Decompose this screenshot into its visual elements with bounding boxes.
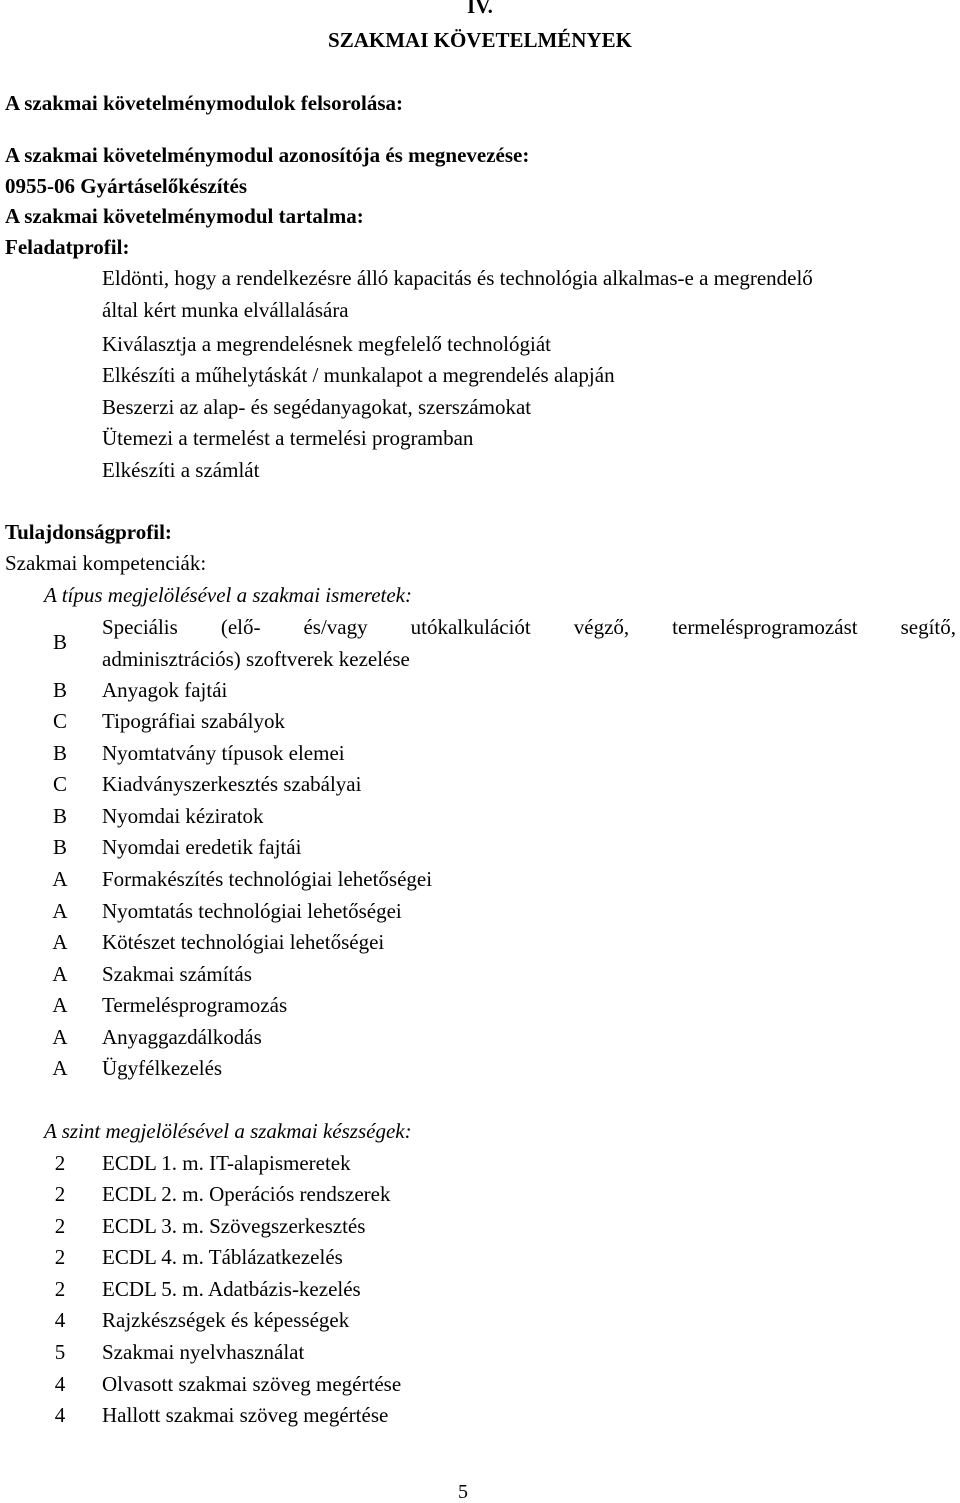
skill-level: 5 bbox=[54, 1340, 66, 1364]
property-profile-heading: Tulajdonságprofil: bbox=[5, 520, 172, 544]
knowledge-level: C bbox=[52, 772, 67, 796]
skill-text: Hallott szakmai szöveg megértése bbox=[102, 1403, 389, 1427]
module-id-heading: A szakmai követelménymodul azonosítója és megnevezése: bbox=[5, 143, 530, 167]
task-item: Kiválasztja a megrendelésnek megfelelő technológiát bbox=[102, 332, 551, 356]
knowledge-level: A bbox=[52, 867, 68, 891]
skill-level: 4 bbox=[54, 1308, 66, 1332]
knowledge-text: Anyagok fajtái bbox=[102, 678, 228, 702]
task-item: Eldönti, hogy a rendelkezésre álló kapacitás és technológia alkalmas-e a megrendelő bbox=[102, 266, 813, 290]
knowledge-level: A bbox=[52, 899, 68, 923]
knowledge-text-continuation: adminisztrációs) szoftverek kezelése bbox=[102, 647, 410, 671]
skill-text: ECDL 1. m. IT-alapismeretek bbox=[102, 1151, 351, 1175]
skill-level: 2 bbox=[54, 1245, 66, 1269]
skill-text: Rajzkészségek és képességek bbox=[102, 1308, 350, 1332]
skill-text: Olvasott szakmai szöveg megértése bbox=[102, 1372, 402, 1396]
skill-text: ECDL 5. m. Adatbázis-kezelés bbox=[102, 1277, 361, 1301]
competences-label: Szakmai kompetenciák: bbox=[5, 551, 207, 575]
knowledge-text: Anyaggazdálkodás bbox=[102, 1025, 262, 1049]
knowledge-level: B bbox=[52, 804, 67, 828]
knowledge-level: A bbox=[52, 1025, 68, 1049]
skill-level: 4 bbox=[54, 1372, 66, 1396]
skill-level: 2 bbox=[54, 1277, 66, 1301]
modules-list-heading: A szakmai követelménymodulok felsorolása: bbox=[5, 91, 404, 115]
knowledge-text: Kötészet technológiai lehetőségei bbox=[102, 930, 385, 954]
knowledge-level: A bbox=[52, 993, 68, 1017]
knowledge-text: Speciális (elő- és/vagy utókalkulációt végző, termelésprogramozást segítő, bbox=[102, 615, 956, 639]
skills-heading: A szint megjelölésével a szakmai készségek: bbox=[44, 1119, 412, 1143]
knowledge-level: B bbox=[52, 741, 67, 765]
task-item: Beszerzi az alap- és segédanyagokat, szerszámokat bbox=[102, 395, 532, 419]
chapter-title: SZAKMAI KÖVETELMÉNYEK bbox=[328, 28, 632, 52]
page-number: 5 bbox=[458, 1481, 468, 1503]
skill-level: 2 bbox=[54, 1182, 66, 1206]
skill-text: ECDL 3. m. Szövegszerkesztés bbox=[102, 1214, 366, 1238]
knowledge-text: Ügyfélkezelés bbox=[102, 1056, 223, 1080]
module-id-value: 0955-06 Gyártáselőkészítés bbox=[5, 174, 248, 198]
knowledge-text: Formakészítés technológiai lehetőségei bbox=[102, 867, 433, 891]
knowledge-text: Nyomdai kéziratok bbox=[102, 804, 264, 828]
skill-text: ECDL 4. m. Táblázatkezelés bbox=[102, 1245, 343, 1269]
chapter-number: IV. bbox=[467, 0, 493, 18]
task-item: Elkészíti a műhelytáskát / munkalapot a megrendelés alapján bbox=[102, 363, 615, 387]
knowledge-level: C bbox=[52, 709, 67, 733]
knowledge-heading: A típus megjelölésével a szakmai ismeretek: bbox=[44, 583, 412, 607]
task-item: Ütemezi a termelést a termelési programban bbox=[102, 426, 474, 450]
knowledge-level: A bbox=[52, 930, 68, 954]
module-content-heading: A szakmai követelménymodul tartalma: bbox=[5, 204, 364, 228]
task-item: Elkészíti a számlát bbox=[102, 458, 260, 482]
knowledge-level: A bbox=[52, 1056, 68, 1080]
skill-level: 4 bbox=[54, 1403, 66, 1427]
knowledge-text: Szakmai számítás bbox=[102, 962, 252, 986]
knowledge-level: B bbox=[52, 630, 67, 654]
knowledge-level: A bbox=[52, 962, 68, 986]
knowledge-level: B bbox=[52, 835, 67, 859]
skill-text: Szakmai nyelvhasználat bbox=[102, 1340, 305, 1364]
knowledge-text: Nyomdai eredetik fajtái bbox=[102, 835, 302, 859]
knowledge-text: Tipográfiai szabályok bbox=[102, 709, 285, 733]
knowledge-level: B bbox=[52, 678, 67, 702]
knowledge-text: Nyomtatás technológiai lehetőségei bbox=[102, 899, 402, 923]
skill-text: ECDL 2. m. Operációs rendszerek bbox=[102, 1182, 391, 1206]
knowledge-text: Kiadványszerkesztés szabályai bbox=[102, 772, 362, 796]
task-item: által kért munka elvállalására bbox=[102, 298, 349, 322]
task-profile-heading: Feladatprofil: bbox=[5, 235, 130, 259]
knowledge-text: Termelésprogramozás bbox=[102, 993, 288, 1017]
knowledge-text: Nyomtatvány típusok elemei bbox=[102, 741, 345, 765]
skill-level: 2 bbox=[54, 1214, 66, 1238]
skill-level: 2 bbox=[54, 1151, 66, 1175]
